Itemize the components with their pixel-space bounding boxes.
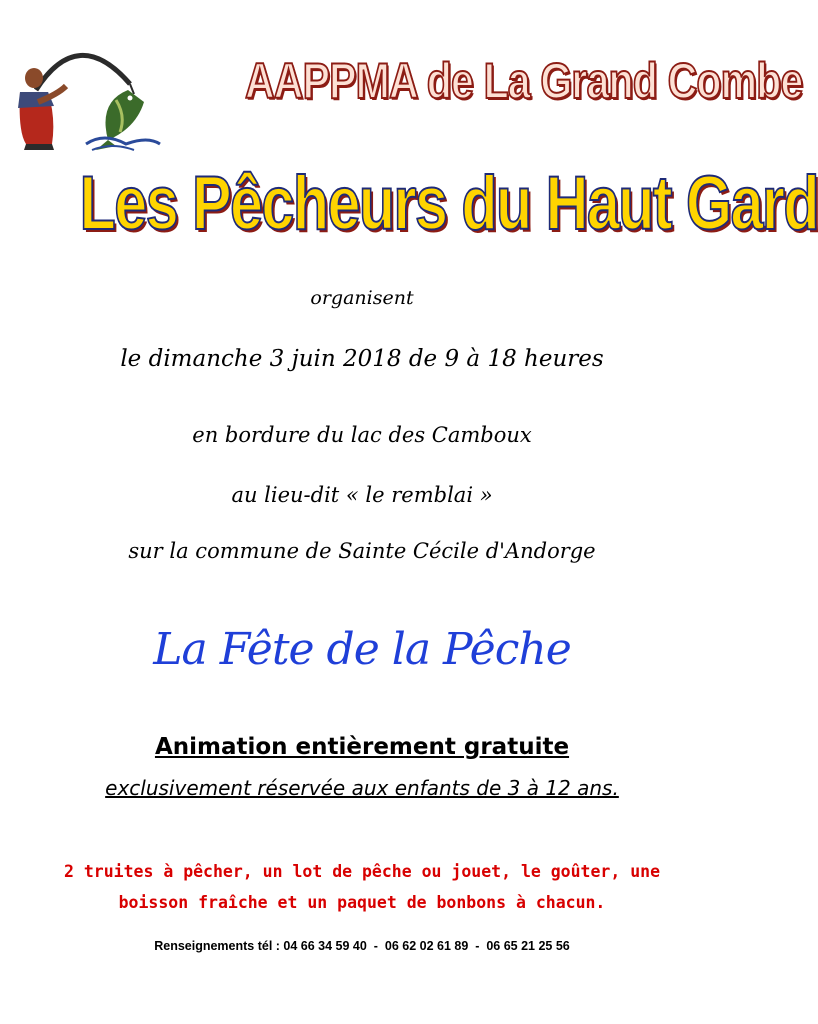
fisherman-catching-fish-icon: [8, 32, 178, 152]
location-line-3: sur la commune de Sainte Cécile d'Andorge: [128, 539, 596, 563]
event-date: le dimanche 3 juin 2018 de 9 à 18 heures: [120, 346, 604, 372]
event-title: La Fête de la Pêche: [153, 624, 571, 675]
club-title: AAPPMA de La Grand Combe: [245, 53, 803, 109]
animation-heading: Animation entièrement gratuite: [154, 734, 570, 760]
group-title: Les Pêcheurs du Haut Gard: [79, 161, 818, 246]
location-line-2: au lieu-dit « le remblai »: [231, 483, 493, 507]
contact-info: Renseignements tél : 04 66 34 59 40 - 06 62 02 61 89 - 06 65 21 25 56: [154, 939, 570, 953]
animation-subheading: exclusivement réservée aux enfants de 3 à 12 ans.: [105, 776, 619, 800]
prizes-text: 2 truites à pêcher, un lot de pêche ou jouet, le goûter, une boisson fraîche et un paquet de bonbons à chacun.: [63, 862, 661, 912]
location-line-1: en bordure du lac des Camboux: [192, 423, 532, 447]
organisent-text: organisent: [310, 287, 414, 309]
